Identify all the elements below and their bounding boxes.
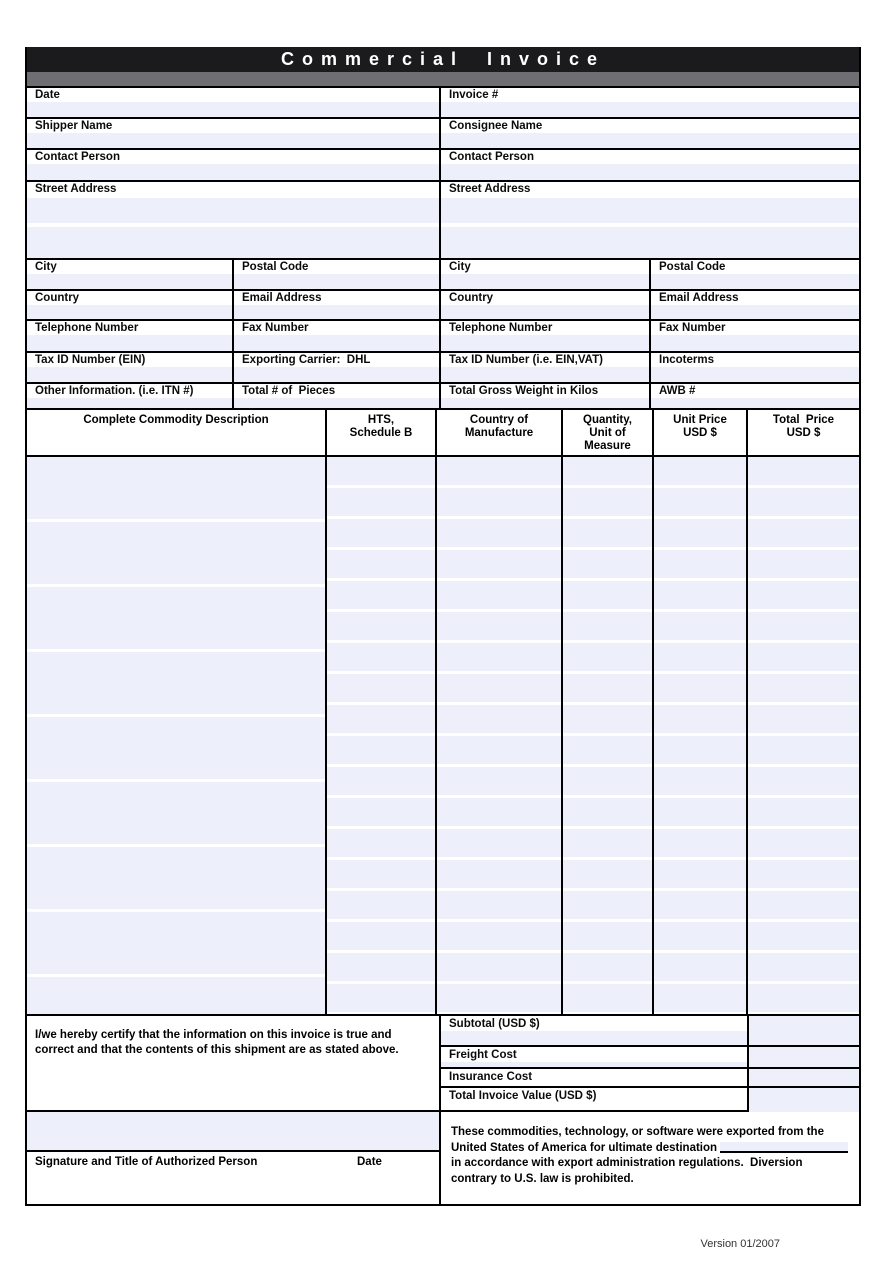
shipper-phone-fax	[27, 321, 439, 351]
shipper-phone-input[interactable]	[27, 335, 232, 351]
shipper-fax-field	[232, 321, 439, 351]
other-info-field	[27, 384, 232, 408]
subtotal-row	[441, 1016, 859, 1045]
total-invoice-value-input[interactable]	[747, 1088, 859, 1112]
shipper-postal-field	[232, 260, 439, 289]
header-line: USD $	[786, 427, 821, 439]
total-invoice-row	[441, 1086, 859, 1112]
freight-row	[441, 1045, 859, 1067]
consignee-name-input[interactable]	[441, 133, 859, 148]
consignee-country-email	[439, 291, 859, 319]
gross-weight-label: Total Gross Weight in Kilos	[449, 385, 599, 397]
freight-label: Freight Cost	[449, 1049, 517, 1061]
shipper-postal-label: Postal Code	[242, 261, 309, 273]
certification-text: I/we hereby certify that the information on this invoice is true and correct and that the contents of this shipment are as stated above.	[35, 1029, 399, 1056]
invoice-form	[25, 47, 861, 1206]
shipper-taxid-input[interactable]	[27, 367, 232, 382]
shipper-street-input-1[interactable]	[27, 198, 439, 223]
consignee-phone-fax	[439, 321, 859, 351]
shipper-email-field	[232, 291, 439, 319]
description-column-input[interactable]	[27, 457, 325, 1014]
col-header-description	[27, 410, 325, 455]
row-date-invoice	[27, 86, 859, 117]
shipper-email-label: Email Address	[242, 292, 322, 304]
col-header-quantity	[561, 410, 652, 455]
consignee-city-input[interactable]	[441, 274, 649, 289]
exporting-carrier-label: Exporting Carrier: DHL	[242, 354, 371, 366]
date-field	[27, 88, 439, 117]
consignee-city-label: City	[449, 261, 471, 273]
consignee-street-input-2[interactable]	[441, 227, 859, 258]
shipper-taxid-label: Tax ID Number (EIN)	[35, 354, 146, 366]
header-line: Complete Commodity Description	[83, 414, 269, 426]
gross-weight-input[interactable]	[441, 398, 649, 408]
header-line: Total Price	[772, 414, 835, 426]
shipper-street-cell	[27, 182, 439, 258]
signature-labels	[27, 1152, 439, 1168]
shipper-contact-cell	[27, 150, 439, 180]
shipper-taxid-carrier	[27, 353, 439, 382]
header-line: Quantity,	[583, 414, 632, 426]
exporting-carrier-field	[232, 353, 439, 382]
invoice-number-field	[441, 88, 859, 117]
shipper-name-cell	[27, 119, 439, 148]
invoice-number-cell	[439, 88, 859, 117]
consignee-phone-field	[441, 321, 649, 351]
shipper-country-label: Country	[35, 292, 80, 304]
row-names	[27, 117, 859, 148]
exporting-carrier-input[interactable]	[234, 367, 439, 382]
shipper-phone-label: Telephone Number	[35, 322, 139, 334]
shipper-fax-input[interactable]	[234, 335, 439, 351]
otherinfo-pieces	[27, 384, 439, 408]
date-cell	[27, 88, 439, 117]
shipper-contact-input[interactable]	[27, 164, 439, 180]
header-line: Manufacture	[464, 427, 534, 439]
gross-weight-field	[441, 384, 649, 408]
consignee-street-label: Street Address	[449, 183, 531, 195]
shipper-email-input[interactable]	[234, 305, 439, 319]
consignee-postal-field	[649, 260, 859, 289]
consignee-name-label: Consignee Name	[449, 120, 543, 132]
shipper-contact-label: Contact Person	[35, 151, 120, 163]
shipper-city-input[interactable]	[27, 274, 232, 289]
certification-totals-section	[27, 1014, 859, 1110]
insurance-label-cell	[441, 1069, 747, 1086]
subtotal-label: Subtotal (USD $)	[449, 1018, 540, 1030]
title-subband	[27, 72, 859, 86]
total-pieces-label: Total # of Pieces	[242, 385, 336, 397]
consignee-phone-input[interactable]	[441, 335, 649, 351]
consignee-email-input[interactable]	[651, 305, 859, 319]
version-text: Version 01/2007	[700, 1238, 780, 1250]
header-line: Unit of	[589, 427, 626, 439]
shipper-taxid-field	[27, 353, 232, 382]
consignee-country-field	[441, 291, 649, 319]
consignee-phone-label: Telephone Number	[449, 322, 553, 334]
consignee-taxid-field	[441, 353, 649, 382]
date-label: Date	[35, 89, 60, 101]
incoterms-input[interactable]	[651, 367, 859, 382]
shipper-city-postal	[27, 260, 439, 289]
consignee-contact-label: Contact Person	[449, 151, 534, 163]
consignee-name-cell	[439, 119, 859, 148]
col-header-total-price	[746, 410, 859, 455]
commodity-table-body	[27, 457, 859, 1014]
shipper-contact-field	[27, 150, 439, 180]
row-phone-fax	[27, 319, 859, 351]
shipper-phone-field	[27, 321, 232, 351]
date-input[interactable]	[27, 102, 439, 117]
subtotal-label-cell	[441, 1016, 747, 1045]
col-header-country	[435, 410, 561, 455]
consignee-street-input-1[interactable]	[441, 198, 859, 223]
header-line: Schedule B	[349, 427, 413, 439]
consignee-email-label: Email Address	[659, 292, 739, 304]
consignee-taxid-incoterms	[439, 353, 859, 382]
row-city-postal	[27, 258, 859, 289]
insurance-row	[441, 1067, 859, 1086]
consignee-contact-input[interactable]	[441, 164, 859, 180]
export-text-before-blank: These commodities, technology, or software were exported from the United States of America for ultimate destination	[451, 1126, 828, 1154]
consignee-street-cell	[439, 182, 859, 258]
destination-blank-input[interactable]	[720, 1142, 848, 1153]
consignee-city-field	[441, 260, 649, 289]
awb-field	[649, 384, 859, 408]
shipper-postal-input[interactable]	[234, 274, 439, 289]
shipper-name-input[interactable]	[27, 133, 439, 148]
consignee-contact-field	[441, 150, 859, 180]
insurance-label: Insurance Cost	[449, 1071, 533, 1083]
awb-label: AWB #	[659, 385, 696, 397]
header-line: Country of	[469, 414, 529, 426]
quantity-column-input[interactable]	[561, 457, 652, 1014]
consignee-taxid-input[interactable]	[441, 367, 649, 382]
row-otherinfo-awb	[27, 382, 859, 408]
insurance-value-input[interactable]	[747, 1069, 859, 1086]
title-bar	[27, 47, 859, 72]
signature-area-input[interactable]	[27, 1112, 439, 1150]
export-text-after-blank: in accordance with export administration regulations. Diversion contrary to U.S. law is prohibited.	[451, 1157, 806, 1185]
consignee-contact-cell	[439, 150, 859, 180]
unit-price-column-input[interactable]	[652, 457, 746, 1014]
freight-label-cell	[441, 1047, 747, 1067]
consignee-postal-label: Postal Code	[659, 261, 726, 273]
other-info-label: Other Information. (i.e. ITN #)	[35, 385, 194, 397]
total-invoice-label-cell	[441, 1088, 747, 1112]
invoice-number-label: Invoice #	[449, 89, 499, 101]
shipper-country-email	[27, 291, 439, 319]
awb-input[interactable]	[651, 398, 859, 408]
header-line: Unit Price	[673, 414, 727, 426]
shipper-name-field	[27, 119, 439, 148]
freight-value-input[interactable]	[747, 1047, 859, 1067]
consignee-country-label: Country	[449, 292, 494, 304]
header-line: HTS,	[367, 414, 395, 426]
shipper-city-field	[27, 260, 232, 289]
signature-export-section	[27, 1110, 859, 1206]
incoterms-label: Incoterms	[659, 354, 714, 366]
consignee-fax-label: Fax Number	[659, 322, 726, 334]
consignee-fax-input[interactable]	[651, 335, 859, 351]
subtotal-value-input[interactable]	[747, 1016, 859, 1045]
shipper-country-input[interactable]	[27, 305, 232, 319]
country-column-input[interactable]	[435, 457, 561, 1014]
signature-cell	[27, 1112, 439, 1204]
total-pieces-field	[232, 384, 439, 408]
shipper-street-field	[27, 182, 439, 258]
consignee-taxid-label: Tax ID Number (i.e. EIN,VAT)	[449, 354, 603, 366]
totals-block	[439, 1016, 859, 1110]
consignee-country-input[interactable]	[441, 305, 649, 319]
consignee-email-field	[649, 291, 859, 319]
total-pieces-input[interactable]	[234, 398, 439, 408]
shipper-street-input-2[interactable]	[27, 227, 439, 258]
commodity-table-header	[27, 408, 859, 457]
incoterms-field	[649, 353, 859, 382]
page-title: Commercial Invoice	[280, 49, 606, 69]
subtotal-input-strip[interactable]	[441, 1031, 747, 1045]
row-street	[27, 180, 859, 258]
row-contacts	[27, 148, 859, 180]
export-statement	[439, 1112, 859, 1204]
total-invoice-label: Total Invoice Value (USD $)	[449, 1090, 597, 1102]
shipper-name-label: Shipper Name	[35, 120, 113, 132]
row-taxid-carrier	[27, 351, 859, 382]
shipper-country-field	[27, 291, 232, 319]
consignee-city-postal	[439, 260, 859, 289]
shipper-city-label: City	[35, 261, 57, 273]
consignee-street-field	[441, 182, 859, 258]
col-header-unit-price	[652, 410, 746, 455]
weight-awb	[439, 384, 859, 408]
col-header-hts	[325, 410, 435, 455]
consignee-name-field	[441, 119, 859, 148]
hts-column-input[interactable]	[325, 457, 435, 1014]
invoice-number-input[interactable]	[441, 102, 859, 117]
consignee-fax-field	[649, 321, 859, 351]
shipper-street-label: Street Address	[35, 183, 117, 195]
row-country-email	[27, 289, 859, 319]
consignee-postal-input[interactable]	[651, 274, 859, 289]
header-line: Measure	[584, 440, 631, 452]
header-line: USD $	[683, 427, 717, 439]
signature-title-label: Signature and Title of Authorized Person	[35, 1156, 258, 1168]
other-info-input[interactable]	[27, 398, 232, 408]
shipper-fax-label: Fax Number	[242, 322, 309, 334]
total-price-column-input[interactable]	[746, 457, 859, 1014]
signature-date-label: Date	[357, 1156, 382, 1168]
